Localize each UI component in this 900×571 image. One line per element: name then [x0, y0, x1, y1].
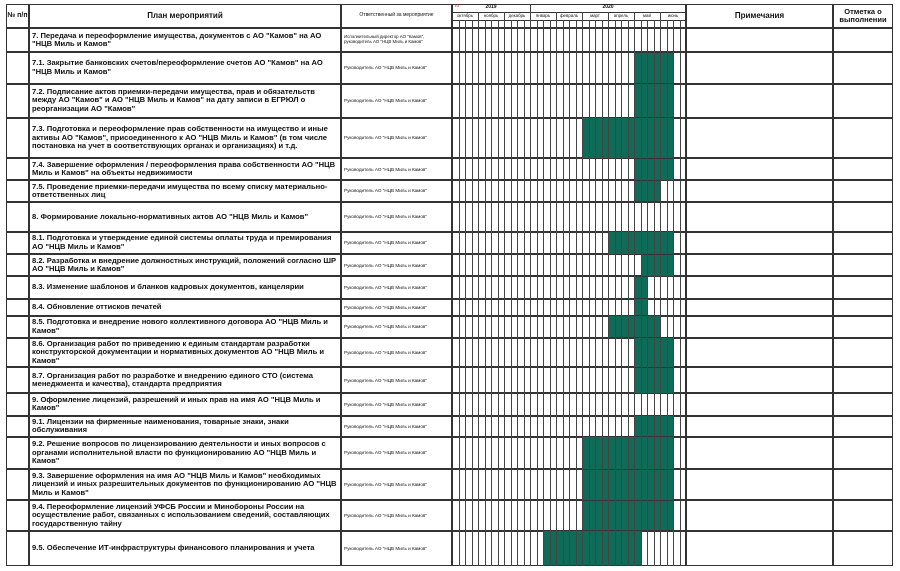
notes-cell — [686, 52, 833, 83]
notes-cell — [686, 437, 833, 469]
notes-cell — [686, 367, 833, 393]
grid-line — [530, 20, 531, 566]
header-mark: Отметка о выполнении — [833, 4, 893, 28]
gantt-bar — [543, 531, 641, 565]
grid-line — [511, 20, 512, 566]
plan-cell: 7.3. Подготовка и переоформление прав собственности на имущество и иные активы АО "Камов", присоединенного к АО "НЦВ Миль и Камов" (в том числе постановка на учет в соответствующих органах и организациях) и т.д. — [29, 118, 341, 158]
row-num-cell — [6, 531, 29, 566]
month-label: февраль — [559, 12, 579, 18]
mark-cell — [833, 52, 893, 83]
header-num: № п/п — [6, 4, 29, 28]
resp-cell: Руководитель АО "НЦВ Миль и Камов" — [341, 180, 452, 201]
row-num-cell — [6, 469, 29, 500]
plan-cell: 8.3. Изменение шаблонов и бланков кадровых документов, канцелярии — [29, 276, 341, 298]
grid-line — [563, 20, 564, 566]
resp-cell: Руководитель АО "НЦВ Миль и Камов" — [341, 316, 452, 338]
plan-cell: 7.4. Завершение оформления / переоформления права собственности АО "НЦВ Миль и Камов" на объекты недвижимости — [29, 158, 341, 180]
notes-cell — [686, 393, 833, 415]
grid-line — [550, 20, 551, 566]
plan-cell: 9.2. Решение вопросов по лицензированию деятельности и иных вопросов с органами исполнительной власти по функционированию АО "НЦВ Миль и Камов" — [29, 437, 341, 469]
grid-line — [660, 20, 661, 566]
grid-line — [621, 20, 622, 566]
plan-cell: 7. Передача и переоформление имущества, документов с АО "Камов" на АО "НЦВ Миль и Камов" — [29, 28, 341, 52]
plan-cell: 9.1. Лицензии на фирменные наименования, товарные знаки, знаки обслуживания — [29, 416, 341, 437]
plan-cell: 7.2. Подписание актов приемки-передачи имущества, прав и обязательств между АО "Камов" и АО "НЦВ Миль и Камов" на дату записи в ЕГРЮЛ о реорганизации АО "Камов" — [29, 84, 341, 118]
gantt-sheet — [6, 4, 893, 566]
resp-cell: Руководитель АО "НЦВ Миль и Камов" — [341, 254, 452, 276]
grid-line — [459, 20, 460, 566]
resp-cell: Руководитель АО "НЦВ Миль и Камов" — [341, 531, 452, 566]
resp-cell: Руководитель АО "НЦВ Миль и Камов" — [341, 84, 452, 118]
mark-cell — [833, 118, 893, 158]
notes-cell — [686, 254, 833, 276]
grid-line — [589, 20, 590, 566]
month-label: май — [643, 12, 651, 18]
resp-cell: Руководитель АО "НЦВ Миль и Камов" — [341, 232, 452, 254]
grid-line — [491, 20, 492, 566]
plan-cell: 8.4. Обновление оттисков печатей — [29, 299, 341, 316]
grid-line — [582, 20, 583, 566]
mark-cell — [833, 531, 893, 566]
grid-line — [615, 20, 616, 566]
notes-cell — [686, 276, 833, 298]
mark-cell — [833, 232, 893, 254]
resp-cell: Руководитель АО "НЦВ Миль и Камов" — [341, 500, 452, 530]
grid-line — [478, 20, 479, 566]
notes-cell — [686, 316, 833, 338]
mark-cell — [833, 84, 893, 118]
grid-line — [628, 20, 629, 566]
notes-cell — [686, 531, 833, 566]
row-num-cell — [6, 52, 29, 83]
month-label: январь — [535, 12, 551, 18]
month-label: апрель — [613, 12, 629, 18]
notes-cell — [686, 416, 833, 437]
month-label: декабрь — [508, 12, 526, 18]
mark-cell — [833, 299, 893, 316]
notes-cell — [686, 158, 833, 180]
grid-line — [504, 20, 505, 566]
header-resp: Ответственный за мероприятие — [341, 4, 452, 28]
plan-cell: 8.7. Организация работ по разработке и внедрению единого СТО (система менеджмента и качества), стандарта предприятия — [29, 367, 341, 393]
grid-line — [595, 20, 596, 566]
notes-cell — [686, 500, 833, 530]
grid-line — [465, 20, 466, 566]
resp-cell: Руководитель АО "НЦВ Миль и Камов" — [341, 158, 452, 180]
grid-line — [647, 20, 648, 566]
plan-cell: 8.1. Подготовка и утверждение единой системы оплаты труда и премирования АО "НЦВ Миль и Камов" — [29, 232, 341, 254]
mark-cell — [833, 416, 893, 437]
grid-line — [543, 20, 544, 566]
notes-cell — [686, 118, 833, 158]
row-num-cell — [6, 316, 29, 338]
plan-cell: 8.6. Организация работ по приведению к единым стандартам разработки конструкторской документации и нормативных документов АО "НЦВ Миль и Камов" — [29, 338, 341, 367]
row-num-cell — [6, 118, 29, 158]
notes-cell — [686, 299, 833, 316]
month-label: октябрь — [456, 12, 474, 18]
grid-line — [654, 20, 655, 566]
row-num-cell — [6, 276, 29, 298]
grid-line — [576, 20, 577, 566]
resp-cell: Исполнительный директор АО "Камов", руководитель АО "НЦВ Миль и Камов" — [341, 28, 452, 52]
notes-cell — [686, 338, 833, 367]
month-label: июнь — [667, 12, 679, 18]
mark-cell — [833, 437, 893, 469]
resp-cell: Руководитель АО "НЦВ Миль и Камов" — [341, 299, 452, 316]
row-num-cell — [6, 84, 29, 118]
row-num-cell — [6, 158, 29, 180]
grid-line — [569, 20, 570, 566]
resp-cell: Руководитель АО "НЦВ Миль и Камов" — [341, 276, 452, 298]
grid-line — [556, 20, 557, 566]
notes-cell — [686, 28, 833, 52]
mark-cell — [833, 276, 893, 298]
resp-cell: Руководитель АО "НЦВ Миль и Камов" — [341, 393, 452, 415]
row-num-cell — [6, 180, 29, 201]
row-num-cell — [6, 338, 29, 367]
header-plan: План мероприятий — [29, 4, 341, 28]
notes-cell — [686, 180, 833, 201]
notes-cell — [686, 232, 833, 254]
grid-line — [673, 20, 674, 566]
grid-line — [472, 20, 473, 566]
year-2019: 2019 — [485, 4, 497, 11]
grid-line — [524, 20, 525, 566]
mark-cell — [833, 316, 893, 338]
notes-cell — [686, 202, 833, 232]
grid-line — [608, 20, 609, 566]
plan-cell: 8.2. Разработка и внедрение должностных инструкций, положений согласно ШР АО "НЦВ Миль и Камов" — [29, 254, 341, 276]
row-num-cell — [6, 232, 29, 254]
plan-cell: 7.5. Проведение приемки-передачи имущества по всему списку материально-ответственных лиц — [29, 180, 341, 201]
row-num-cell — [6, 254, 29, 276]
row-num-cell — [6, 416, 29, 437]
mark-cell — [833, 158, 893, 180]
plan-cell: 7.1. Закрытие банковских счетов/переоформление счетов АО "Камов" на АО "НЦВ Миль и Камов" — [29, 52, 341, 83]
mark-cell — [833, 500, 893, 530]
mark-cell — [833, 338, 893, 367]
grid-line — [634, 20, 635, 566]
plan-cell: 9.4. Переоформление лицензий УФСБ России и Минобороны России на осуществление работ, связанных с использованием сведений, составляющих государственную тайну — [29, 500, 341, 530]
plan-cell: 9.5. Обеспечение ИТ-инфраструктуры финансового планирования и учета — [29, 531, 341, 566]
grid-line — [485, 20, 486, 566]
notes-cell — [686, 469, 833, 500]
grid-line — [641, 20, 642, 566]
row-num-cell — [6, 28, 29, 52]
resp-cell: Руководитель АО "НЦВ Миль и Камов" — [341, 338, 452, 367]
mark-cell — [833, 367, 893, 393]
resp-cell: Руководитель АО "НЦВ Миль и Камов" — [341, 416, 452, 437]
plan-cell: 9.3. Завершение оформления на имя АО "НЦВ Миль и Камов" необходимых лицензий и иных разрешительных документов по функционированию АО "НЦВ Миль и Камов" — [29, 469, 341, 500]
plan-cell: 9. Оформление лицензий, разрешений и иных прав на имя АО "НЦВ Миль и Камов" — [29, 393, 341, 415]
year-2020: 2020 — [602, 4, 614, 11]
row-num-cell — [6, 437, 29, 469]
resp-cell: Руководитель АО "НЦВ Миль и Камов" — [341, 52, 452, 83]
gantt-bar — [641, 255, 674, 276]
mark-cell — [833, 393, 893, 415]
resp-cell: Руководитель АО "НЦВ Миль и Камов" — [341, 437, 452, 469]
resp-cell: Руководитель АО "НЦВ Миль и Камов" — [341, 118, 452, 158]
resp-cell: Руководитель АО "НЦВ Миль и Камов" — [341, 469, 452, 500]
grid-line — [667, 20, 668, 566]
month-label: март — [590, 12, 600, 18]
mark-cell — [833, 469, 893, 500]
notes-cell — [686, 84, 833, 118]
row-num-cell — [6, 367, 29, 393]
grid-line — [517, 20, 518, 566]
mark-cell — [833, 28, 893, 52]
grid-line — [680, 20, 681, 566]
grid-line — [537, 20, 538, 566]
row-num-cell — [6, 202, 29, 232]
corner-mark: To — [454, 4, 460, 9]
row-num-cell — [6, 299, 29, 316]
grid-line — [498, 20, 499, 566]
mark-cell — [833, 254, 893, 276]
month-label: ноябрь — [483, 12, 499, 18]
plan-cell: 8.5. Подготовка и внедрение нового коллективного договора АО "НЦВ Миль и Камов" — [29, 316, 341, 338]
mark-cell — [833, 202, 893, 232]
row-num-cell — [6, 393, 29, 415]
resp-cell: Руководитель АО "НЦВ Миль и Камов" — [341, 367, 452, 393]
resp-cell: Руководитель АО "НЦВ Миль и Камов" — [341, 202, 452, 232]
grid-line — [602, 20, 603, 566]
row-num-cell — [6, 500, 29, 530]
mark-cell — [833, 180, 893, 201]
header-notes: Примечания — [686, 4, 833, 28]
plan-cell: 8. Формирование локально-нормативных актов АО "НЦВ Миль и Камов" — [29, 202, 341, 232]
